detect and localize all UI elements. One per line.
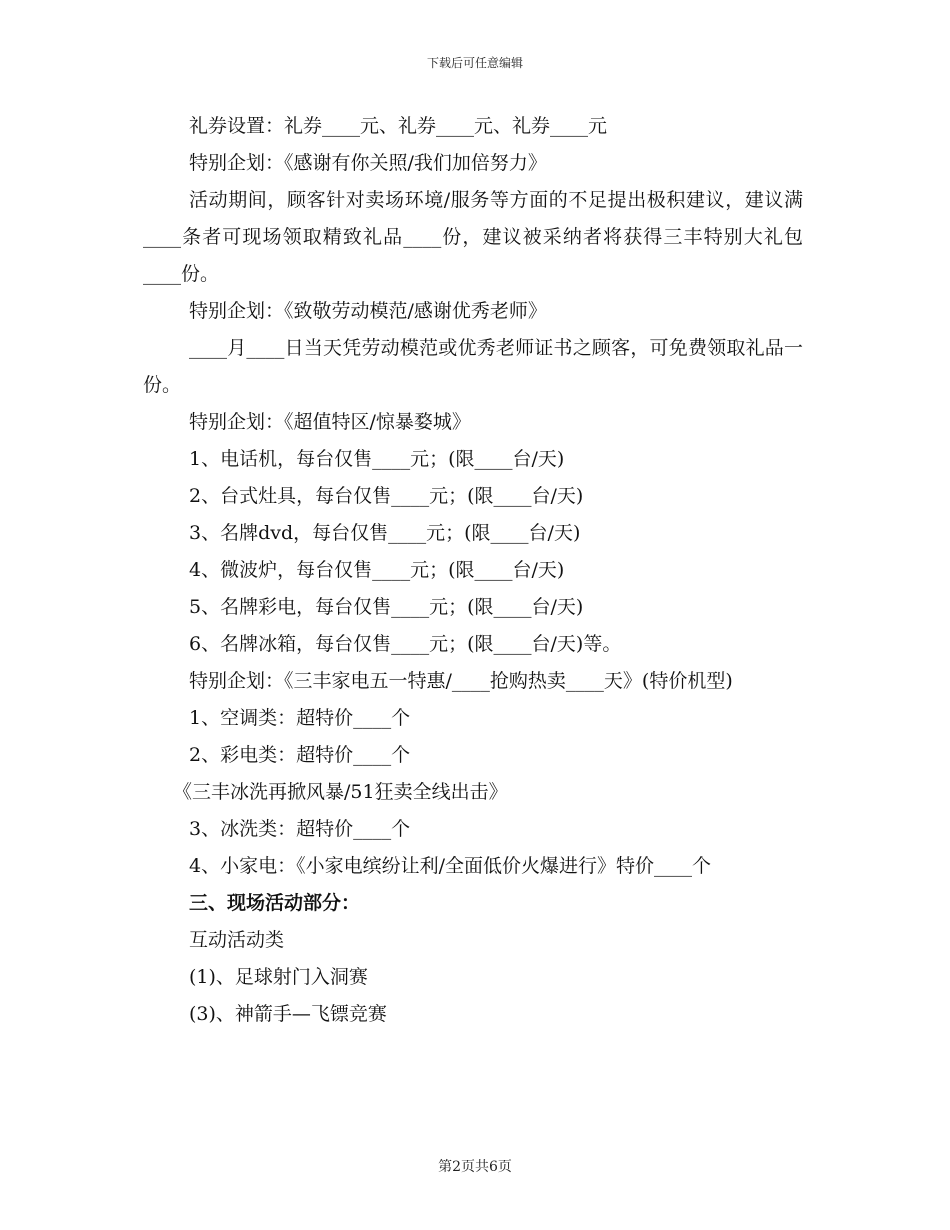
page-footer: 第2页共6页 xyxy=(438,1159,512,1175)
paragraph: 特别企划：《超值特区/惊暴婺城》 xyxy=(189,411,471,433)
document-body xyxy=(143,108,803,1033)
list-item: 4、小家电：《小家电缤纷让利/全面低价火爆进行》特价____个 xyxy=(189,855,711,877)
list-item: (1)、足球射门入洞赛 xyxy=(189,966,368,988)
paragraph: 特别企划：《感谢有你关照/我们加倍努力》 xyxy=(189,152,547,174)
section-heading: 三、现场活动部分： xyxy=(189,892,361,914)
paragraph: 《三丰冰洗再掀风暴/51狂卖全线出击》 xyxy=(173,781,508,803)
list-item: 2、台式灶具，每台仅售____元；(限____台/天) xyxy=(189,485,584,507)
list-item: 1、空调类：超特价____个 xyxy=(189,707,411,729)
paragraph: 互动活动类 xyxy=(189,929,285,951)
list-item: (3)、神箭手—飞镖竞赛 xyxy=(189,1003,387,1025)
paragraph: ____月____日当天凭劳动模范或优秀老师证书之顾客，可免费领取礼品一份。 xyxy=(143,337,803,396)
list-item: 3、名牌dvd，每台仅售____元；(限____台/天) xyxy=(189,522,581,544)
page-header: 下载后可任意编辑 xyxy=(426,56,523,70)
paragraph: 礼券设置：礼券____元、礼券____元、礼券____元 xyxy=(189,115,608,137)
paragraph: 特别企划：《致敬劳动模范/感谢优秀老师》 xyxy=(189,300,547,322)
list-item: 4、微波炉，每台仅售____元；(限____台/天) xyxy=(189,559,565,581)
list-item: 1、电话机，每台仅售____元；(限____台/天) xyxy=(189,448,565,470)
paragraph: 特别企划：《三丰家电五一特惠/____抢购热卖____天》(特价机型) xyxy=(189,670,733,692)
paragraph: 活动期间，顾客针对卖场环境/服务等方面的不足提出极积建议，建议满____条者可现场领取精致礼品____份，建议被采纳者将获得三丰特别大礼包____份。 xyxy=(143,189,803,285)
list-item: 3、冰洗类：超特价____个 xyxy=(189,818,411,840)
list-item: 2、彩电类：超特价____个 xyxy=(189,744,411,766)
list-item: 5、名牌彩电，每台仅售____元；(限____台/天) xyxy=(189,596,584,618)
list-item: 6、名牌冰箱，每台仅售____元；(限____台/天)等。 xyxy=(189,633,622,655)
